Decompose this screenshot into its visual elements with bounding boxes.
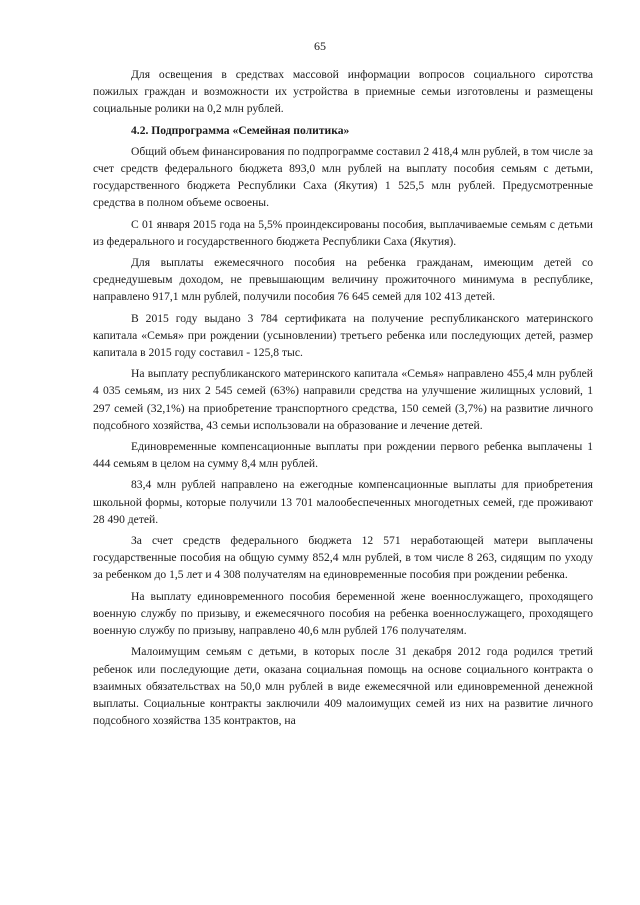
paragraph: С 01 января 2015 года на 5,5% проиндексированы пособия, выплачиваемые семьям с детьми из федерального и государственного бюджета Республики Саха (Якутия). [93, 217, 593, 248]
paragraph: Единовременные компенсационные выплаты при рождении первого ребенка выплачены 1 444 семьям в целом на сумму 8,4 млн рублей. [93, 440, 593, 471]
paragraph: На выплату республиканского материнского капитала «Семья» направлено 455,4 млн рублей 4 035 семьям, из них 2 545 семей (63%) направили средства на улучшение жилищных условий, 1 297 семей (32,1%) на приобретение транспортного средства, 150 семей (3,7%) на развитие личного подсобного хозяйства, 43 семьи использовали на образование и лечение детей. [93, 367, 593, 432]
paragraph: Для освещения в средствах массовой информации вопросов социального сиротства пожилых граждан и возможности их устройства в приемные семьи изготовлены и размещены социальные ролики на 0,2 млн рублей. [93, 68, 593, 116]
paragraph: Для выплаты ежемесячного пособия на ребенка гражданам, имеющим детей со среднедушевым доходом, не превышающим величину прожиточного минимума в республике, направлено 917,1 млн рублей, получили пособия 76 645 семей для 102 413 детей. [93, 256, 593, 304]
document-body [93, 66, 593, 733]
paragraph: Общий объем финансирования по подпрограмме составил 2 418,4 млн рублей, в том числе за счет средств федерального бюджета 893,0 млн рублей на выплату пособия семьям с детьми, государственного бюджета Республики Саха (Якутия) 1 525,5 млн рублей. Предусмотренные средства в полном объеме освоены. [93, 144, 593, 210]
paragraph: В 2015 году выдано 3 784 сертификата на получение республиканского материнского капитала «Семья» при рождении (усыновлении) третьего ребенка или последующих детей, размер капитала в 2015 году составил - 125,8 тыс. [93, 311, 593, 360]
paragraph: Малоимущим семьям с детьми, в которых после 31 декабря 2012 года родился третий ребенок или последующие дети, оказана социальная помощь на основе социального контракта о взаимных обязательствах на 50,0 млн рублей в виде ежемесячной или единовременной денежной выплаты. Социальные контракты заключили 409 малоимущих семей из них на развитие личного подсобного хозяйства 135 контрактов, на [93, 645, 593, 728]
paragraph: На выплату единовременного пособия беременной жене военнослужащего, проходящего военную службу по призыву, и ежемесячного пособия на ребенка военнослужащего, проходящего военную службу по призыву, направлено 40,6 млн рублей 176 получателям. [93, 589, 593, 638]
paragraph: За счет средств федерального бюджета 12 571 неработающей матери выплачены государственные пособия на общую сумму 852,4 млн рублей, в том числе 8 263, сидящим по уходу за ребенком до 1,5 лет и 4 308 получателям на единовременные пособия при рождении ребенка. [93, 534, 593, 582]
section-heading: 4.2. Подпрограмма «Семейная политика» [131, 123, 350, 137]
page-number: 65 [314, 39, 326, 53]
paragraph: 83,4 млн рублей направлено на ежегодные компенсационные выплаты для приобретения школьной формы, которые получили 13 701 малообеспеченных многодетных семей, где проживают 28 490 детей. [93, 478, 593, 526]
